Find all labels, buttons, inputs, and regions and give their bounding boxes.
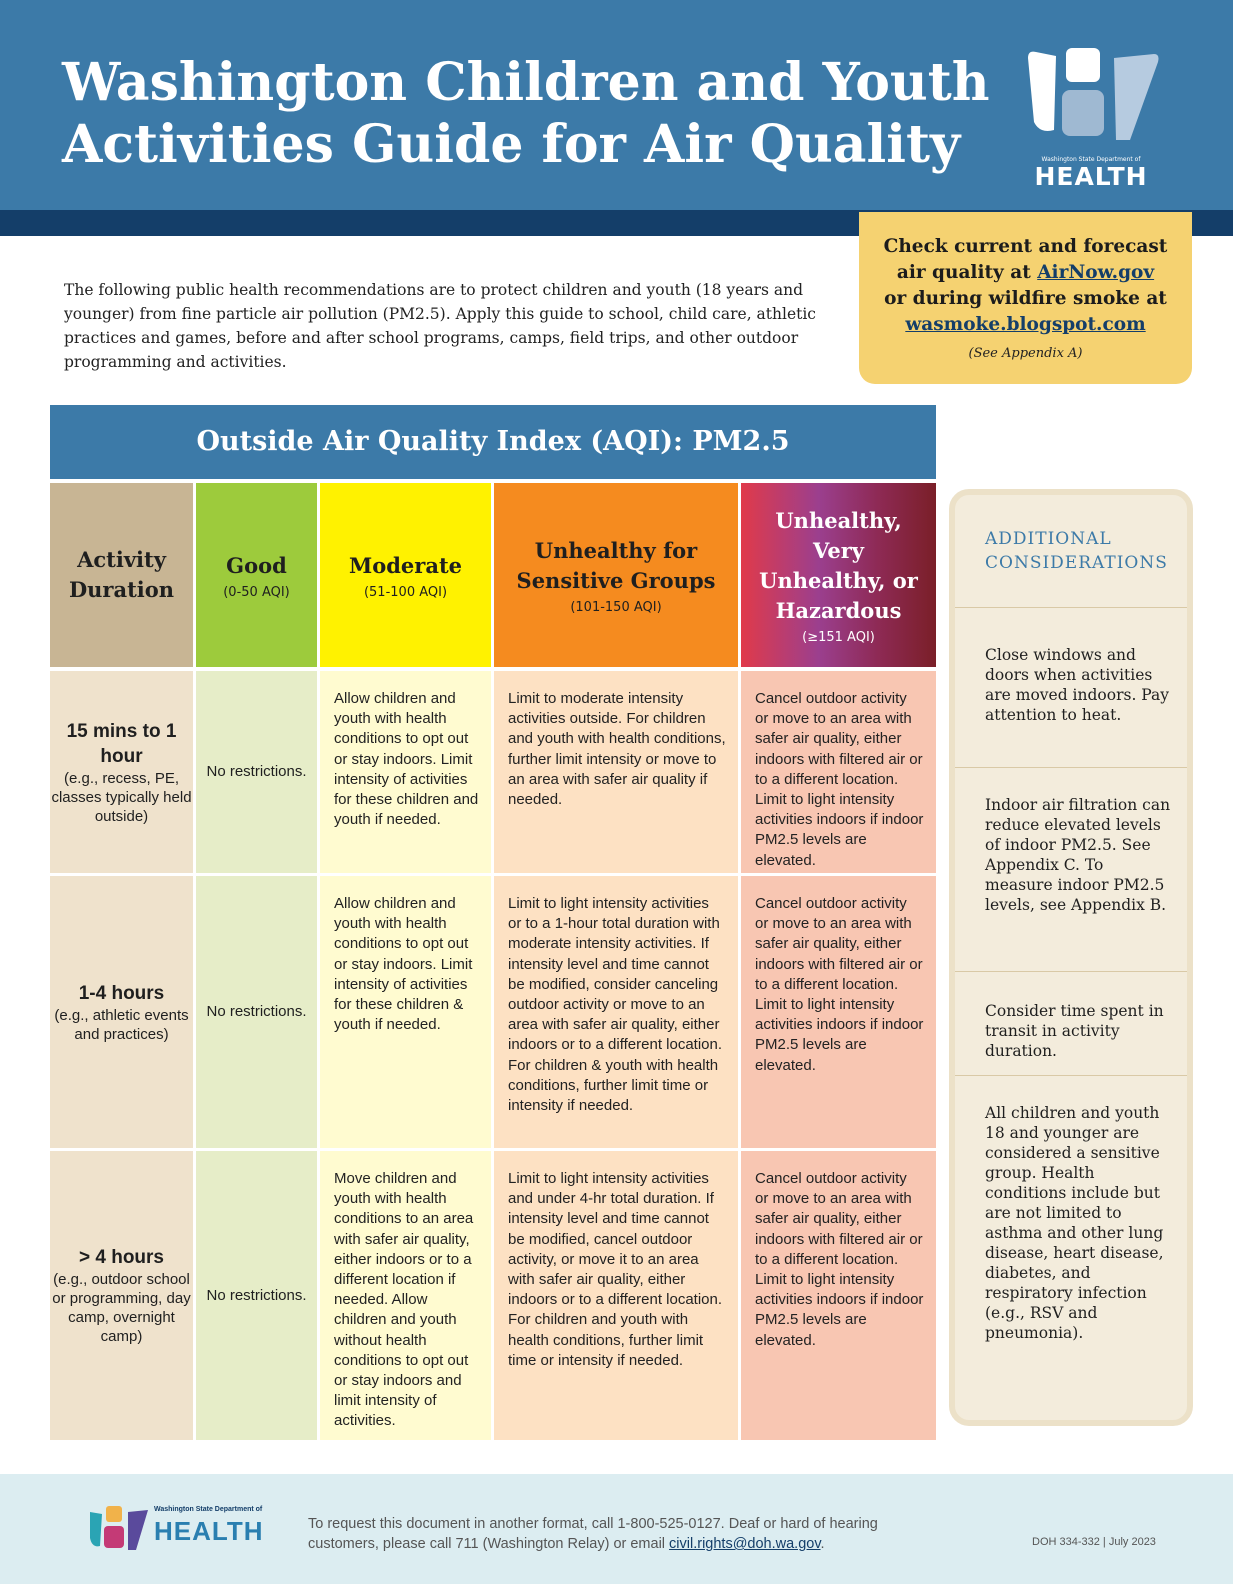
table-row-duration-1: 15 mins to 1 hour (e.g., recess, PE, classes typically held outside) — [50, 671, 193, 873]
table-cell-moderate-2: Allow children and youth with health conditions to opt out or stay indoors. Limit intensity of activities for these children & youth if needed. — [320, 876, 491, 1148]
side-item-3: Consider time spent in transit in activity duration. — [985, 1002, 1164, 1060]
header-banner — [0, 0, 1233, 210]
table-cell-unhealthy-1: Cancel outdoor activity or move to an area with safer air quality, either indoors with filtered air or to a different location. Limit to light intensity activities indoors if indoor PM2.5 levels are elevated. — [741, 671, 936, 873]
accessibility-note: To request this document in another format, call 1-800-525-0127. Deaf or hard of hearing customers, please call 711 (Washington Relay) or email civil.rights@doh.wa.gov. — [308, 1516, 878, 1552]
footer-logo-subtitle: Washington State Department of — [154, 1506, 263, 1513]
col-head-usg: Unhealthy for Sensitive Groups (101-150 AQI) — [494, 483, 738, 667]
airnow-link[interactable]: AirNow.gov — [1037, 262, 1155, 283]
table-cell-usg-1: Limit to moderate intensity activities outside. For children and youth with health conditions, further limit intensity or move to an area with safer air quality if needed. — [494, 671, 738, 873]
side-divider — [955, 971, 1187, 972]
col-head-unhealthy: Unhealthy, Very Unhealthy, or Hazardous (≥151 AQI) — [741, 483, 936, 667]
table-cell-unhealthy-2: Cancel outdoor activity or move to an area with safer air quality, either indoors with filtered air or to a different location. Limit to light intensity activities indoors if indoor PM2.5 levels are elevated. — [741, 876, 936, 1148]
table-title: Outside Air Quality Index (AQI): PM2.5 — [50, 405, 936, 479]
side-divider — [955, 607, 1187, 608]
health-logo-icon — [88, 1504, 152, 1554]
page-title: Washington Children and Youth Activities Guide for Air Quality — [62, 52, 990, 175]
side-item-4: All children and youth 18 and younger are considered a sensitive group. Health conditions include but are not limited to asthma and other lung disease, heart disease, diabetes, and respiratory infection (e.g., RSV and pneumonia). — [985, 1104, 1164, 1342]
col-head-duration: Activity Duration — [50, 483, 193, 667]
footer-logo — [88, 1500, 268, 1556]
table-cell-moderate-3: Move children and youth with health conditions to an area with safer air quality, either indoors or to a different location if needed. Allow children and youth without health conditions to opt out or stay indoors and limit intensity of activities. — [320, 1151, 491, 1440]
doh-logo — [1026, 44, 1176, 194]
logo-subtitle: Washington State Department of — [1041, 156, 1141, 163]
intro-paragraph: The following public health recommendations are to protect children and youth (18 years and younger) from fine particle air pollution (PM2.5). Apply this guide to school, child care, athletic practices and games, before and after school programs, camps, field trips, and other outdoor programming and activities. — [64, 281, 816, 371]
side-item-2: Indoor air filtration can reduce elevated levels of indoor PM2.5. See Appendix C. To measure indoor PM2.5 levels, see Appendix B. — [985, 796, 1171, 914]
wasmoke-link[interactable]: wasmoke.blogspot.com — [905, 314, 1146, 335]
table-cell-good-1: No restrictions. — [196, 671, 317, 873]
col-head-good: Good (0-50 AQI) — [196, 483, 317, 667]
table-row-duration-2: 1-4 hours (e.g., athletic events and practices) — [50, 876, 193, 1148]
table-cell-good-3: No restrictions. — [196, 1151, 317, 1440]
table-cell-usg-2: Limit to light intensity activities or to a 1-hour total duration with moderate intensity activities. If intensity level and time cannot be modified, consider canceling outdoor activity or move to an area with safer air quality, either indoors or to a different location. For children & youth with health conditions, further limit time or intensity if needed. — [494, 876, 738, 1148]
document-code: DOH 334-332 | July 2023 — [1032, 1536, 1156, 1548]
air-quality-callout: Check current and forecast air quality at AirNow.gov or during wildfire smoke at wasmoke.blogspot.com (See Appendix A) — [859, 212, 1192, 384]
logo-wordmark: HEALTH — [1034, 162, 1148, 191]
table-row-duration-3: > 4 hours (e.g., outdoor school or programming, day camp, overnight camp) — [50, 1151, 193, 1440]
side-divider — [955, 1075, 1187, 1076]
table-cell-good-2: No restrictions. — [196, 876, 317, 1148]
table-cell-usg-3: Limit to light intensity activities and under 4-hr total duration. If intensity level and time cannot be modified, cancel outdoor activity, or move it to an area with safer air quality, either indoors or to a different location. For children and youth with health conditions, further limit time or intensity if needed. — [494, 1151, 738, 1440]
side-divider — [955, 767, 1187, 768]
table-cell-moderate-1: Allow children and youth with health conditions to opt out or stay indoors. Limit intensity of activities for these children and youth if needed. — [320, 671, 491, 873]
col-head-moderate: Moderate (51-100 AQI) — [320, 483, 491, 667]
health-logo-icon — [1026, 44, 1166, 154]
footer — [0, 1474, 1233, 1584]
table-cell-unhealthy-3: Cancel outdoor activity or move to an area with safer air quality, either indoors with filtered air or to a different location. Limit to light intensity activities indoors if indoor PM2.5 levels are elevated. — [741, 1151, 936, 1440]
email-link[interactable]: civil.rights@doh.wa.gov — [669, 1536, 821, 1552]
additional-considerations-panel — [949, 489, 1193, 1426]
appendix-note: (See Appendix A) — [968, 346, 1083, 361]
side-item-1: Close windows and doors when activities are moved indoors. Pay attention to heat. — [985, 646, 1170, 724]
side-title: ADDITIONAL CONSIDERATIONS — [985, 529, 1168, 573]
footer-logo-wordmark: HEALTH — [154, 1516, 264, 1546]
